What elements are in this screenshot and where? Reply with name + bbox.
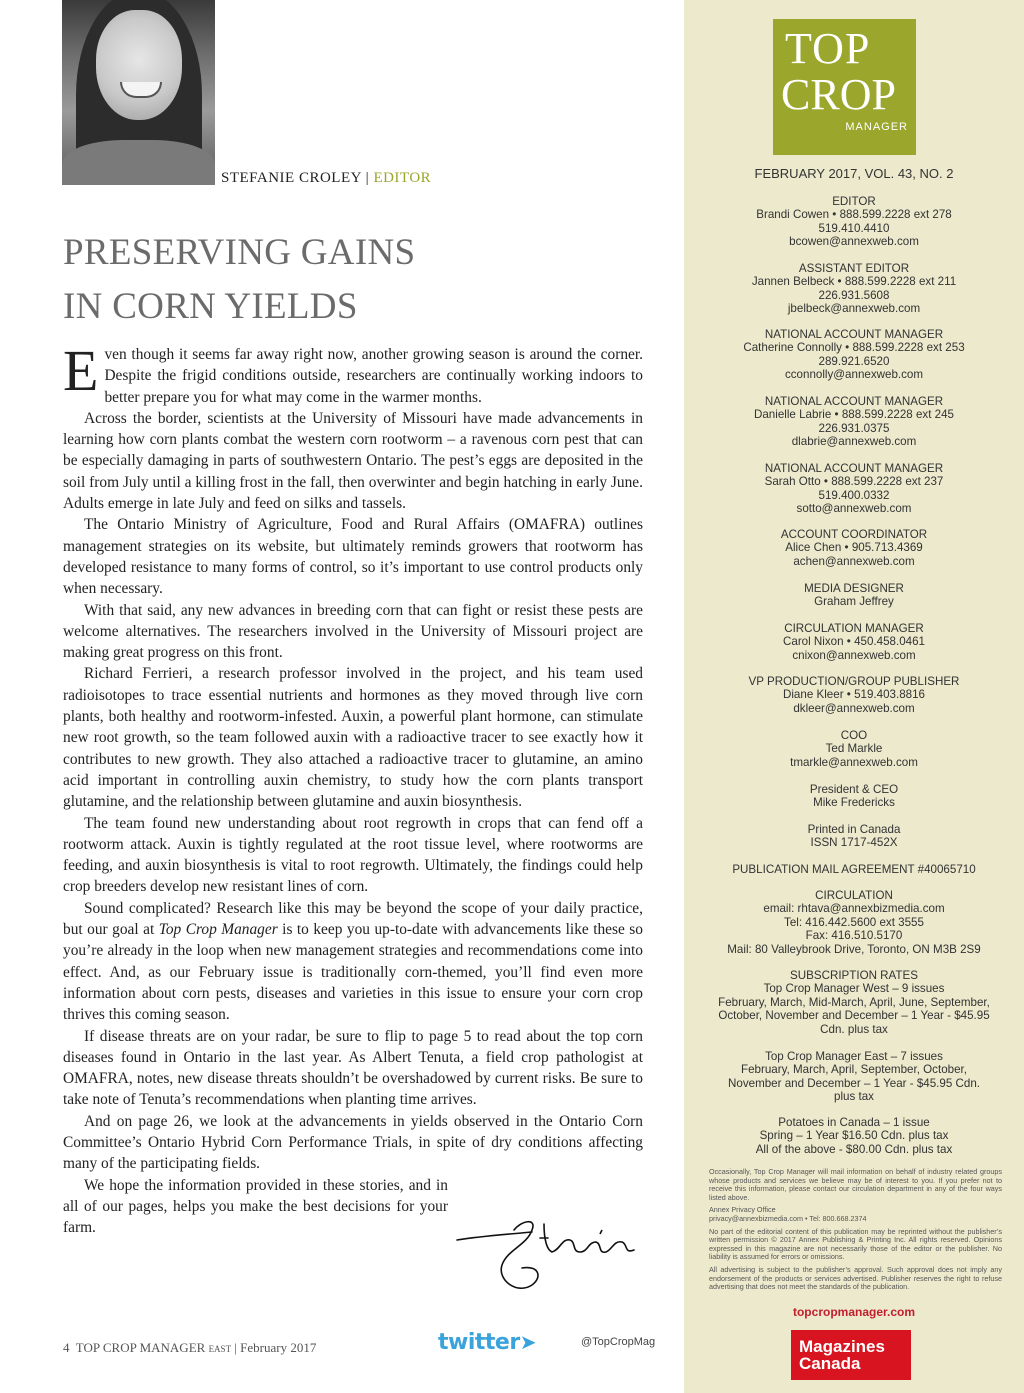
staff-block-line: ISSN 1717-452X — [810, 836, 898, 850]
twitter-logo: twitter➤ — [438, 1330, 536, 1355]
staff-block-line: February, March, April, September, October, — [741, 1063, 967, 1077]
editor-signature — [452, 1210, 642, 1300]
website-link[interactable]: topcropmanager.com — [792, 1305, 916, 1319]
fine-print-paragraph: Occasionally, Top Crop Manager will mail information on behalf of industry related groups whose products and services we believe may be of interest to you. If you prefer not to receive this information, please contact our circulation department in any of the four ways listed above. — [709, 1167, 1002, 1202]
staff-block-title: Printed in Canada — [807, 823, 901, 836]
staff-block-line: Alice Chen • 905.713.4369 — [785, 541, 923, 555]
staff-block-title: Top Crop Manager East – 7 issues — [765, 1050, 943, 1063]
staff-block-line: Catherine Connolly • 888.599.2228 ext 253 — [743, 341, 965, 355]
staff-block-line: Cdn. plus tax — [820, 1022, 888, 1036]
staff-block-line[interactable]: cconnolly@annexweb.com — [784, 368, 924, 382]
staff-block-title: ACCOUNT COORDINATOR — [780, 528, 928, 541]
staff-block-line: 519.410.4410 — [818, 221, 890, 235]
fine-print-paragraph: All advertising is subject to the publisher’s approval. Such approval does not imply any endorsement of the products or services advertised. Publisher reserves the right to refuse advertising that does not meet the standards of the publication. — [709, 1264, 1002, 1292]
twitter-bird-icon: ➤ — [519, 1330, 536, 1354]
footer-magazine: TOP CROP MANAGER — [75, 1340, 206, 1355]
staff-block — [684, 1116, 1024, 1156]
page-number: 4 — [63, 1340, 70, 1355]
magazine-title: Top Crop Manager — [158, 921, 278, 939]
masthead-sidebar — [684, 0, 1024, 1393]
staff-block-line: Top Crop Manager West – 9 issues — [763, 982, 945, 996]
staff-block-line[interactable]: email: rhtava@annexbizmedia.com — [763, 902, 945, 916]
article-body — [63, 338, 643, 1238]
staff-block — [684, 675, 1024, 715]
staff-block — [684, 969, 1024, 1036]
staff-block — [684, 262, 1024, 316]
magazines-canada-logo: Magazines Canada — [791, 1330, 911, 1380]
staff-block-line: Tel: 416.442.5600 ext 3555 — [784, 915, 924, 929]
staff-block-line: 226.931.5608 — [818, 288, 890, 302]
privacy-office: Annex Privacy Office privacy@annexbizmedia.com • Tel: 800.668.2374 — [709, 1205, 867, 1223]
staff-block-title: ASSISTANT EDITOR — [798, 262, 910, 275]
drop-cap: E — [63, 338, 99, 403]
top-crop-manager-logo: TOP CROP MANAGER — [773, 19, 916, 155]
staff-block — [684, 863, 1024, 876]
paragraph: Across the border, scientists at the University of Missouri have made advancements in learning how corn plants combat the western corn rootworm – a ravenous corn pest that can be especially damaging in parts of southwestern Ontario. The pest’s eggs are deposited in the soil from July until a killing frost in the fall, then overwinter and begin hatching in early June. Adults emerge in late July and feed on silks and tassels. — [63, 409, 643, 513]
staff-block-line: Danielle Labrie • 888.599.2228 ext 245 — [753, 408, 954, 422]
staff-block-title: VP PRODUCTION/GROUP PUBLISHER — [748, 675, 960, 688]
staff-block-line: Carol Nixon • 450.458.0461 — [783, 635, 925, 649]
staff-block-line: Jannen Belbeck • 888.599.2228 ext 211 — [751, 275, 957, 289]
staff-block — [684, 462, 1024, 516]
staff-block-line: November and December – 1 Year - $45.95 Cdn. — [728, 1076, 980, 1090]
staff-block — [684, 528, 1024, 568]
staff-block-line: All of the above - $80.00 Cdn. plus tax — [755, 1142, 953, 1156]
headline-line2: IN CORN YIELDS — [63, 286, 358, 327]
staff-block-title: NATIONAL ACCOUNT MANAGER — [764, 462, 944, 475]
staff-block-title: CIRCULATION — [815, 889, 893, 902]
staff-block-line: Brandi Cowen • 888.599.2228 ext 278 — [756, 208, 952, 222]
footer-date: February 2017 — [240, 1340, 317, 1355]
staff-block — [684, 729, 1024, 769]
staff-block — [684, 889, 1024, 956]
paragraph: Sound complicated? Research like this may be beyond the scope of your daily practice, but our goal at Top Crop Manager is to keep you up-to-date with advancements like these so you’re already in the loop when new management strategies and recommendations come into effect. And, as our February issue is traditionally corn-themed, you’ll find even more information about corn pests, diseases and varieties in this issue to ensure your corn crop thrives this coming season. — [63, 899, 643, 1024]
byline — [221, 170, 431, 187]
staff-block-line[interactable]: dkleer@annexweb.com — [793, 701, 915, 715]
footer-edition: EAST — [208, 1344, 232, 1354]
staff-block-line: 226.931.0375 — [818, 421, 890, 435]
byline-separator: | — [365, 170, 370, 186]
twitter-handle: @TopCropMag — [581, 1336, 656, 1348]
paragraph: Even though it seems far away right now, another growing season is around the corner. Despite the frigid conditions outside, researchers are continually working indoors to better prepare you for what may come in the warmer months. — [63, 338, 643, 406]
editor-photo — [62, 0, 215, 185]
staff-block-line: Fax: 416.510.5170 — [805, 929, 903, 943]
staff-block-line: 289.921.6520 — [818, 354, 890, 368]
staff-block-line: Mail: 80 Valleybrook Drive, Toronto, ON M3B 2S9 — [727, 942, 981, 956]
staff-block-title: Potatoes in Canada – 1 issue — [778, 1116, 930, 1129]
staff-block-title: President & CEO — [809, 783, 899, 796]
paragraph: And on page 26, we look at the advancements in yields observed in the Ontario Corn Committee’s Ontario Hybrid Corn Performance Trials, in spite of dry conditions affecting many of the participating fields. — [63, 1112, 643, 1173]
staff-block-line: Diane Kleer • 519.403.8816 — [782, 688, 925, 702]
issue-line: FEBRUARY 2017, VOL. 43, NO. 2 — [754, 166, 954, 181]
fine-print — [709, 1168, 1002, 1296]
staff-block-title: EDITOR — [832, 195, 876, 208]
fine-print-paragraph: No part of the editorial content of this publication may be reprinted without the publisher’s written permission © 2017 Annex Publishing & Printing Inc. All rights reserved. Opinions expressed in this magazine are not necessarily those of the editor or the publisher. No liability is assumed for errors or omissions. — [709, 1226, 1002, 1262]
staff-block — [684, 328, 1024, 382]
editor-name: STEFANIE CROLEY — [221, 170, 362, 186]
staff-block-line: Sarah Otto • 888.599.2228 ext 237 — [764, 475, 944, 489]
staff-block-title: PUBLICATION MAIL AGREEMENT #40065710 — [732, 863, 976, 876]
staff-block — [684, 622, 1024, 662]
staff-block-line[interactable]: cnixon@annexweb.com — [792, 648, 916, 662]
staff-block-line: plus tax — [834, 1090, 874, 1104]
staff-block-title: SUBSCRIPTION RATES — [790, 969, 918, 982]
staff-block-line: February, March, Mid-March, April, June, September, — [718, 995, 990, 1009]
staff-block-line: 519.400.0332 — [818, 488, 890, 502]
staff-block — [684, 395, 1024, 449]
paragraph: Richard Ferrieri, a research professor involved in the project, and his team used radioisotopes to trace essential nutrients and hormones as they moved through live corn plants, both healthy and rootworm-infested. Auxin, a powerful plant hormone, can stimulate new root growth, so the team followed auxin with a radioactive tracer to see exactly how it contributes to new growth. They also attached a radioactive tracer to glutamine, an amino acid important in controlling auxin chemistry, to study how the corn plants transport glutamine, and the relationship between glutamine and auxin biosynthesis. — [63, 665, 643, 811]
staff-block-title: COO — [840, 729, 868, 742]
staff-block-title: NATIONAL ACCOUNT MANAGER — [764, 395, 944, 408]
paragraph: If disease threats are on your radar, be sure to flip to page 5 to read about the top corn diseases found in Ontario in the last year. As Albert Tenuta, a field crop pathologist at OMAFRA, notes, new disease threats shouldn’t be overshadowed by current risks. Be sure to take note of Tenuta’s recommendations when planting time arrives. — [63, 1027, 643, 1109]
staff-block-line[interactable]: tmarkle@annexweb.com — [790, 755, 918, 769]
staff-block-line: Spring – 1 Year $16.50 Cdn. plus tax — [759, 1129, 949, 1143]
staff-block — [684, 823, 1024, 850]
staff-block-title: CIRCULATION MANAGER — [784, 622, 924, 635]
staff-block-line: Ted Markle — [825, 742, 883, 756]
headline-line1: PRESERVING GAINS — [63, 232, 416, 273]
staff-block-title: NATIONAL ACCOUNT MANAGER — [764, 328, 944, 341]
paragraph: We hope the information provided in these stories, and in all of our pages, helps you make the best decisions for your farm. — [63, 1176, 448, 1237]
staff-block — [684, 1050, 1024, 1104]
staff-block — [684, 582, 1024, 609]
paragraph: With that said, any new advances in breeding corn that can fight or resist these pests are welcome alternatives. The researchers involved in the University of Missouri project are making great progress on this front. — [63, 601, 643, 662]
paragraph: The Ontario Ministry of Agriculture, Food and Rural Affairs (OMAFRA) outlines management strategies on its website, but ultimately reminds growers that rootworm has developed resistance to many forms of control, so it’s important to use control products only when necessary. — [63, 516, 643, 598]
staff-block — [684, 783, 1024, 810]
staff-block-line: October, November and December – 1 Year - $45.95 — [718, 1009, 990, 1023]
staff-block-line[interactable]: dlabrie@annexweb.com — [791, 435, 917, 449]
staff-block — [684, 195, 1024, 249]
staff-block-line: Graham Jeffrey — [814, 595, 894, 609]
staff-block-line[interactable]: jbelbeck@annexweb.com — [787, 302, 921, 316]
paragraph: The team found new understanding about root regrowth in crops that can fend off a rootworm attack. Auxin is tightly regulated at the root tissue level, where rootworms are feeding, and auxin biosynthesis is vital to root regrowth. Ultimately, the findings could help crop breeders develop new resistant lines of corn. — [63, 814, 643, 896]
staff-block-title: MEDIA DESIGNER — [804, 582, 904, 595]
headline — [63, 226, 663, 334]
staff-block-line[interactable]: achen@annexweb.com — [793, 554, 915, 568]
staff-block-line[interactable]: sotto@annexweb.com — [796, 502, 912, 516]
editor-role: EDITOR — [373, 170, 432, 186]
page-footer: 4 TOP CROP MANAGER EAST | February 2017 — [63, 1340, 317, 1355]
staff-block-line[interactable]: bcowen@annexweb.com — [789, 235, 919, 249]
staff-block-line: Mike Fredericks — [813, 796, 895, 810]
